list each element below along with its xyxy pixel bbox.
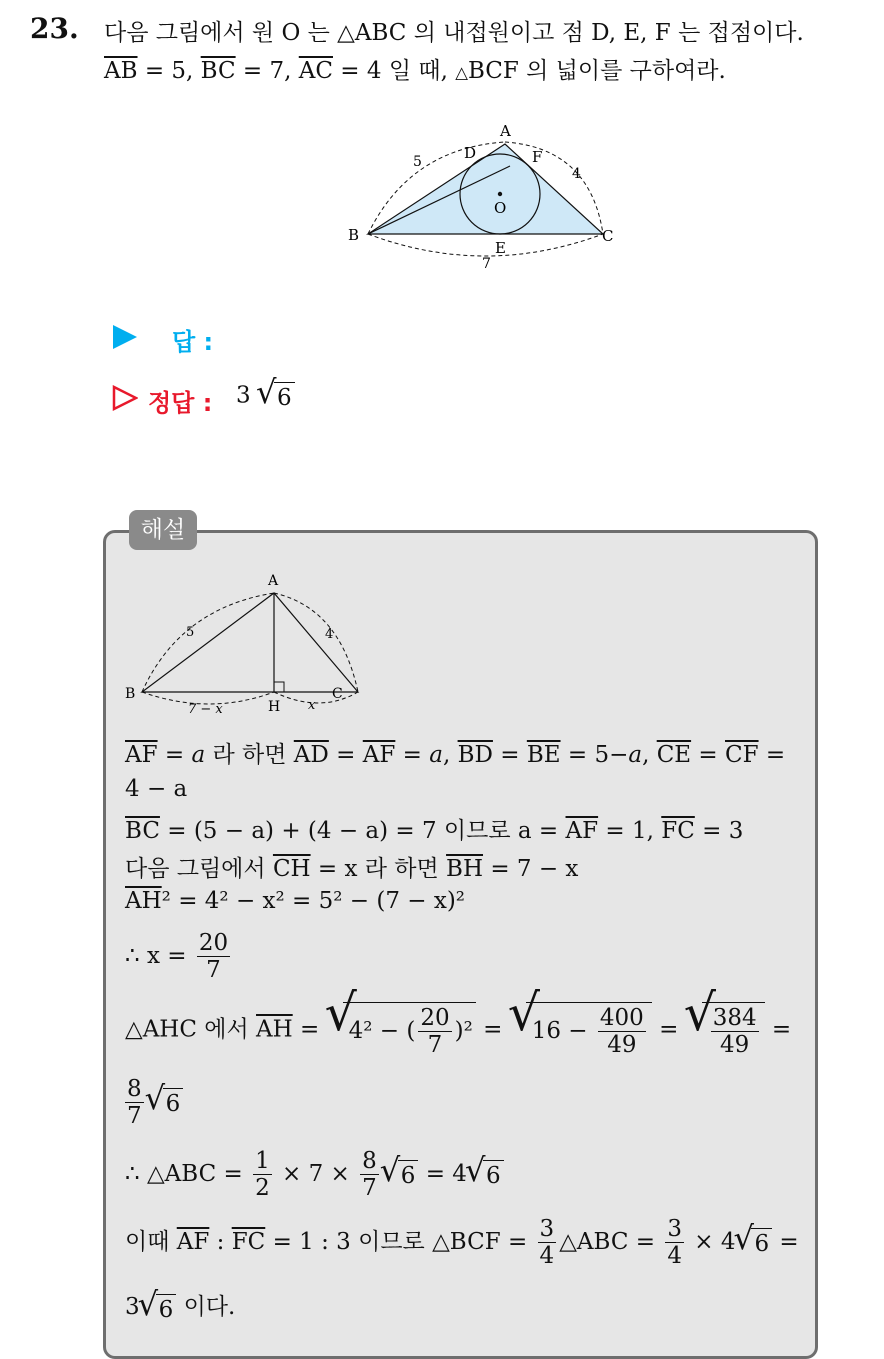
t: ∴ △ABC = [125, 1160, 251, 1187]
den: 7 [206, 957, 221, 984]
t: = x 라 하면 [310, 856, 447, 882]
label-d: D [464, 144, 477, 162]
coef: 3 [236, 382, 251, 409]
t: = [758, 742, 786, 768]
t: , [642, 742, 657, 768]
t: = [157, 742, 192, 768]
den: 49 [720, 1032, 750, 1059]
incircle-figure [340, 118, 620, 278]
solution-line-3 [125, 812, 743, 845]
t: = [764, 1016, 792, 1043]
t: 3 [125, 1294, 140, 1320]
radicand: 6 [483, 1160, 504, 1189]
t: = [328, 742, 363, 768]
label-a: A [500, 122, 511, 140]
seg: $\overline{CH}$ [272, 856, 311, 882]
seg: $\overline{BC}$ [125, 818, 160, 844]
correct-answer-value: 3 √ 6 [236, 382, 295, 411]
den: 7 [427, 1032, 443, 1059]
t: ∴ x = [125, 942, 194, 969]
num: 20 [198, 930, 229, 956]
seg: $\overline{AF}$ [362, 742, 396, 768]
den: 7 [362, 1175, 377, 1202]
solution-line-10: 이때 $\overline{AF}$ : $\overline{FC} = 1$ : 3 이므로 △BCF = $\frac{3}{4}$ △ABC = $\frac{3}{4}$ × 4 √ 6 = [125, 1216, 799, 1270]
eq-text: = 5, [137, 58, 201, 84]
radicand: 6 [163, 1088, 184, 1117]
eq-text: = 7, [235, 58, 299, 84]
t: = 4 [418, 1160, 467, 1187]
den: 7 [127, 1103, 142, 1130]
seg: $\overline{BE}$ [526, 742, 561, 768]
seg: $\overline{FC}$ [231, 1228, 266, 1255]
t: = 5− [560, 742, 629, 768]
solution-line-9: ∴ △ABC = $\frac{1}{2}$ × 7 × $\frac{8}{7}$ √ 6 = 4 √ 6 [125, 1148, 504, 1202]
seg: $\overline{BD}$ [457, 742, 493, 768]
label-f: F [532, 148, 543, 166]
t: 라 하면 [205, 742, 294, 768]
num: 1 [255, 1148, 270, 1174]
length-hc: x [308, 698, 316, 713]
var: a [191, 742, 206, 768]
label-b: B [348, 226, 360, 244]
play-outline-icon [112, 385, 138, 411]
altitude-figure [120, 568, 360, 718]
right-angle-mark [274, 682, 284, 692]
label-e: E [495, 239, 506, 257]
den: 49 [607, 1032, 637, 1059]
solution-line-4 [125, 850, 578, 883]
t: △AHC 에서 [125, 1016, 257, 1043]
segment-ac: $\overline{AC}$ [298, 58, 333, 84]
correct-answer-label: 정답 : [148, 389, 213, 417]
t: = [691, 742, 725, 768]
t: = 1, [598, 818, 662, 844]
t: 이때 [125, 1228, 177, 1255]
seg: $\overline{AF}$ [176, 1228, 210, 1255]
t: 이다. [176, 1294, 236, 1320]
t: × 7 × [274, 1160, 358, 1187]
length-ab: 5 [413, 154, 422, 170]
label-b-2: B [125, 686, 136, 702]
label-c: C [602, 227, 614, 245]
length-bh: 7 − x [188, 702, 223, 717]
t: : [209, 1228, 232, 1255]
eq-text: = 4 일 때, [332, 58, 456, 84]
seg: $\overline{AF}$ [125, 742, 158, 768]
solution-line-6 [125, 930, 233, 984]
question-line-2 [104, 52, 726, 85]
solution-line-11: 3 √ 6 이다. [125, 1284, 236, 1323]
num: 3 [539, 1216, 555, 1242]
seg: $\overline{BH}$ [446, 856, 484, 882]
solution-line-1 [125, 736, 785, 769]
den: 4 [539, 1243, 555, 1270]
t: × 4 [686, 1228, 736, 1255]
solution-line-8: $\frac{8}{7}$ √ 6 [125, 1076, 183, 1130]
num: 8 [127, 1076, 142, 1102]
triangle-symbol: △ [455, 63, 468, 82]
label-c-2: C [332, 686, 343, 702]
t: = 3 [694, 818, 744, 844]
radicand: 6 [398, 1160, 419, 1189]
seg: $\overline{AF}$ [565, 818, 599, 844]
dashed-arc-bc [368, 234, 603, 256]
t: = (5 − a) + (4 − a) = 7 이므로 a = [159, 818, 566, 844]
length-ab-2: 5 [186, 625, 195, 640]
solution-line-5 [125, 888, 465, 914]
num: 8 [362, 1148, 377, 1174]
seg: $\overline{FC}$ [661, 818, 695, 844]
t: , [442, 742, 458, 768]
question-number: 23. [30, 12, 79, 45]
seg: $\overline{AH}$ [256, 1016, 293, 1043]
dashed-arc-hc [274, 692, 358, 703]
label-h: H [268, 699, 281, 715]
seg: $\overline{CE}$ [656, 742, 692, 768]
t: 4² − ( [348, 1017, 416, 1044]
solution-line-7: △AHC 에서 $\overline{AH}$ = √ 4² − ( $\frac{20}{7}$ )² = √ 16 − $\frac{400}{49}$ = √ $\frac{384}{49}$ = [125, 983, 792, 1059]
length-ac-2: 4 [325, 627, 334, 642]
t: = [292, 1016, 327, 1043]
length-bc: 7 [482, 256, 491, 272]
t: = [475, 1016, 510, 1043]
den: 2 [255, 1175, 270, 1202]
num: 400 [599, 1005, 644, 1031]
solution-tag: 해설 [129, 510, 197, 550]
seg: $\overline{AH}$ [125, 888, 162, 914]
t: = 1 : 3 이므로 △BCF = [265, 1228, 535, 1255]
t: = [395, 742, 430, 768]
t: ² = 4² − x² = 5² − (7 − x)² [161, 888, 466, 914]
question-line-1: 다음 그림에서 원 O 는 △ABC 의 내접원이고 점 D, E, F 는 접점이다. [104, 20, 804, 46]
t: = [772, 1228, 799, 1255]
t: = 7 − x [483, 856, 579, 882]
t: = [651, 1016, 686, 1043]
eq-text: BCF 의 넓이를 구하여라. [467, 58, 726, 84]
num: 384 [712, 1005, 757, 1031]
var: a [429, 742, 443, 768]
radicand: 6 [156, 1294, 177, 1323]
num: 3 [667, 1216, 682, 1242]
num: 20 [420, 1005, 450, 1031]
radicand: 6 [751, 1228, 772, 1257]
label-a-2: A [268, 573, 279, 589]
segment-ab: $\overline{AB}$ [104, 58, 138, 84]
t: 16 − [531, 1017, 595, 1044]
length-ac: 4 [572, 166, 581, 182]
center-point [498, 192, 502, 196]
t: 다음 그림에서 [125, 856, 273, 882]
solution-line-2: 4 − a [125, 776, 188, 802]
seg: $\overline{CF}$ [725, 742, 759, 768]
var: a [628, 742, 643, 768]
t: △ABC = [559, 1228, 663, 1255]
radicand: 6 [274, 382, 295, 411]
segment-bc: $\overline{BC}$ [200, 58, 236, 84]
label-o: O [494, 199, 507, 217]
play-filled-icon [112, 324, 138, 350]
den: 4 [667, 1243, 682, 1270]
answer-label: 답 : [172, 328, 214, 356]
seg: $\overline{AD}$ [293, 742, 329, 768]
t: )² [454, 1017, 473, 1044]
t: = [492, 742, 527, 768]
